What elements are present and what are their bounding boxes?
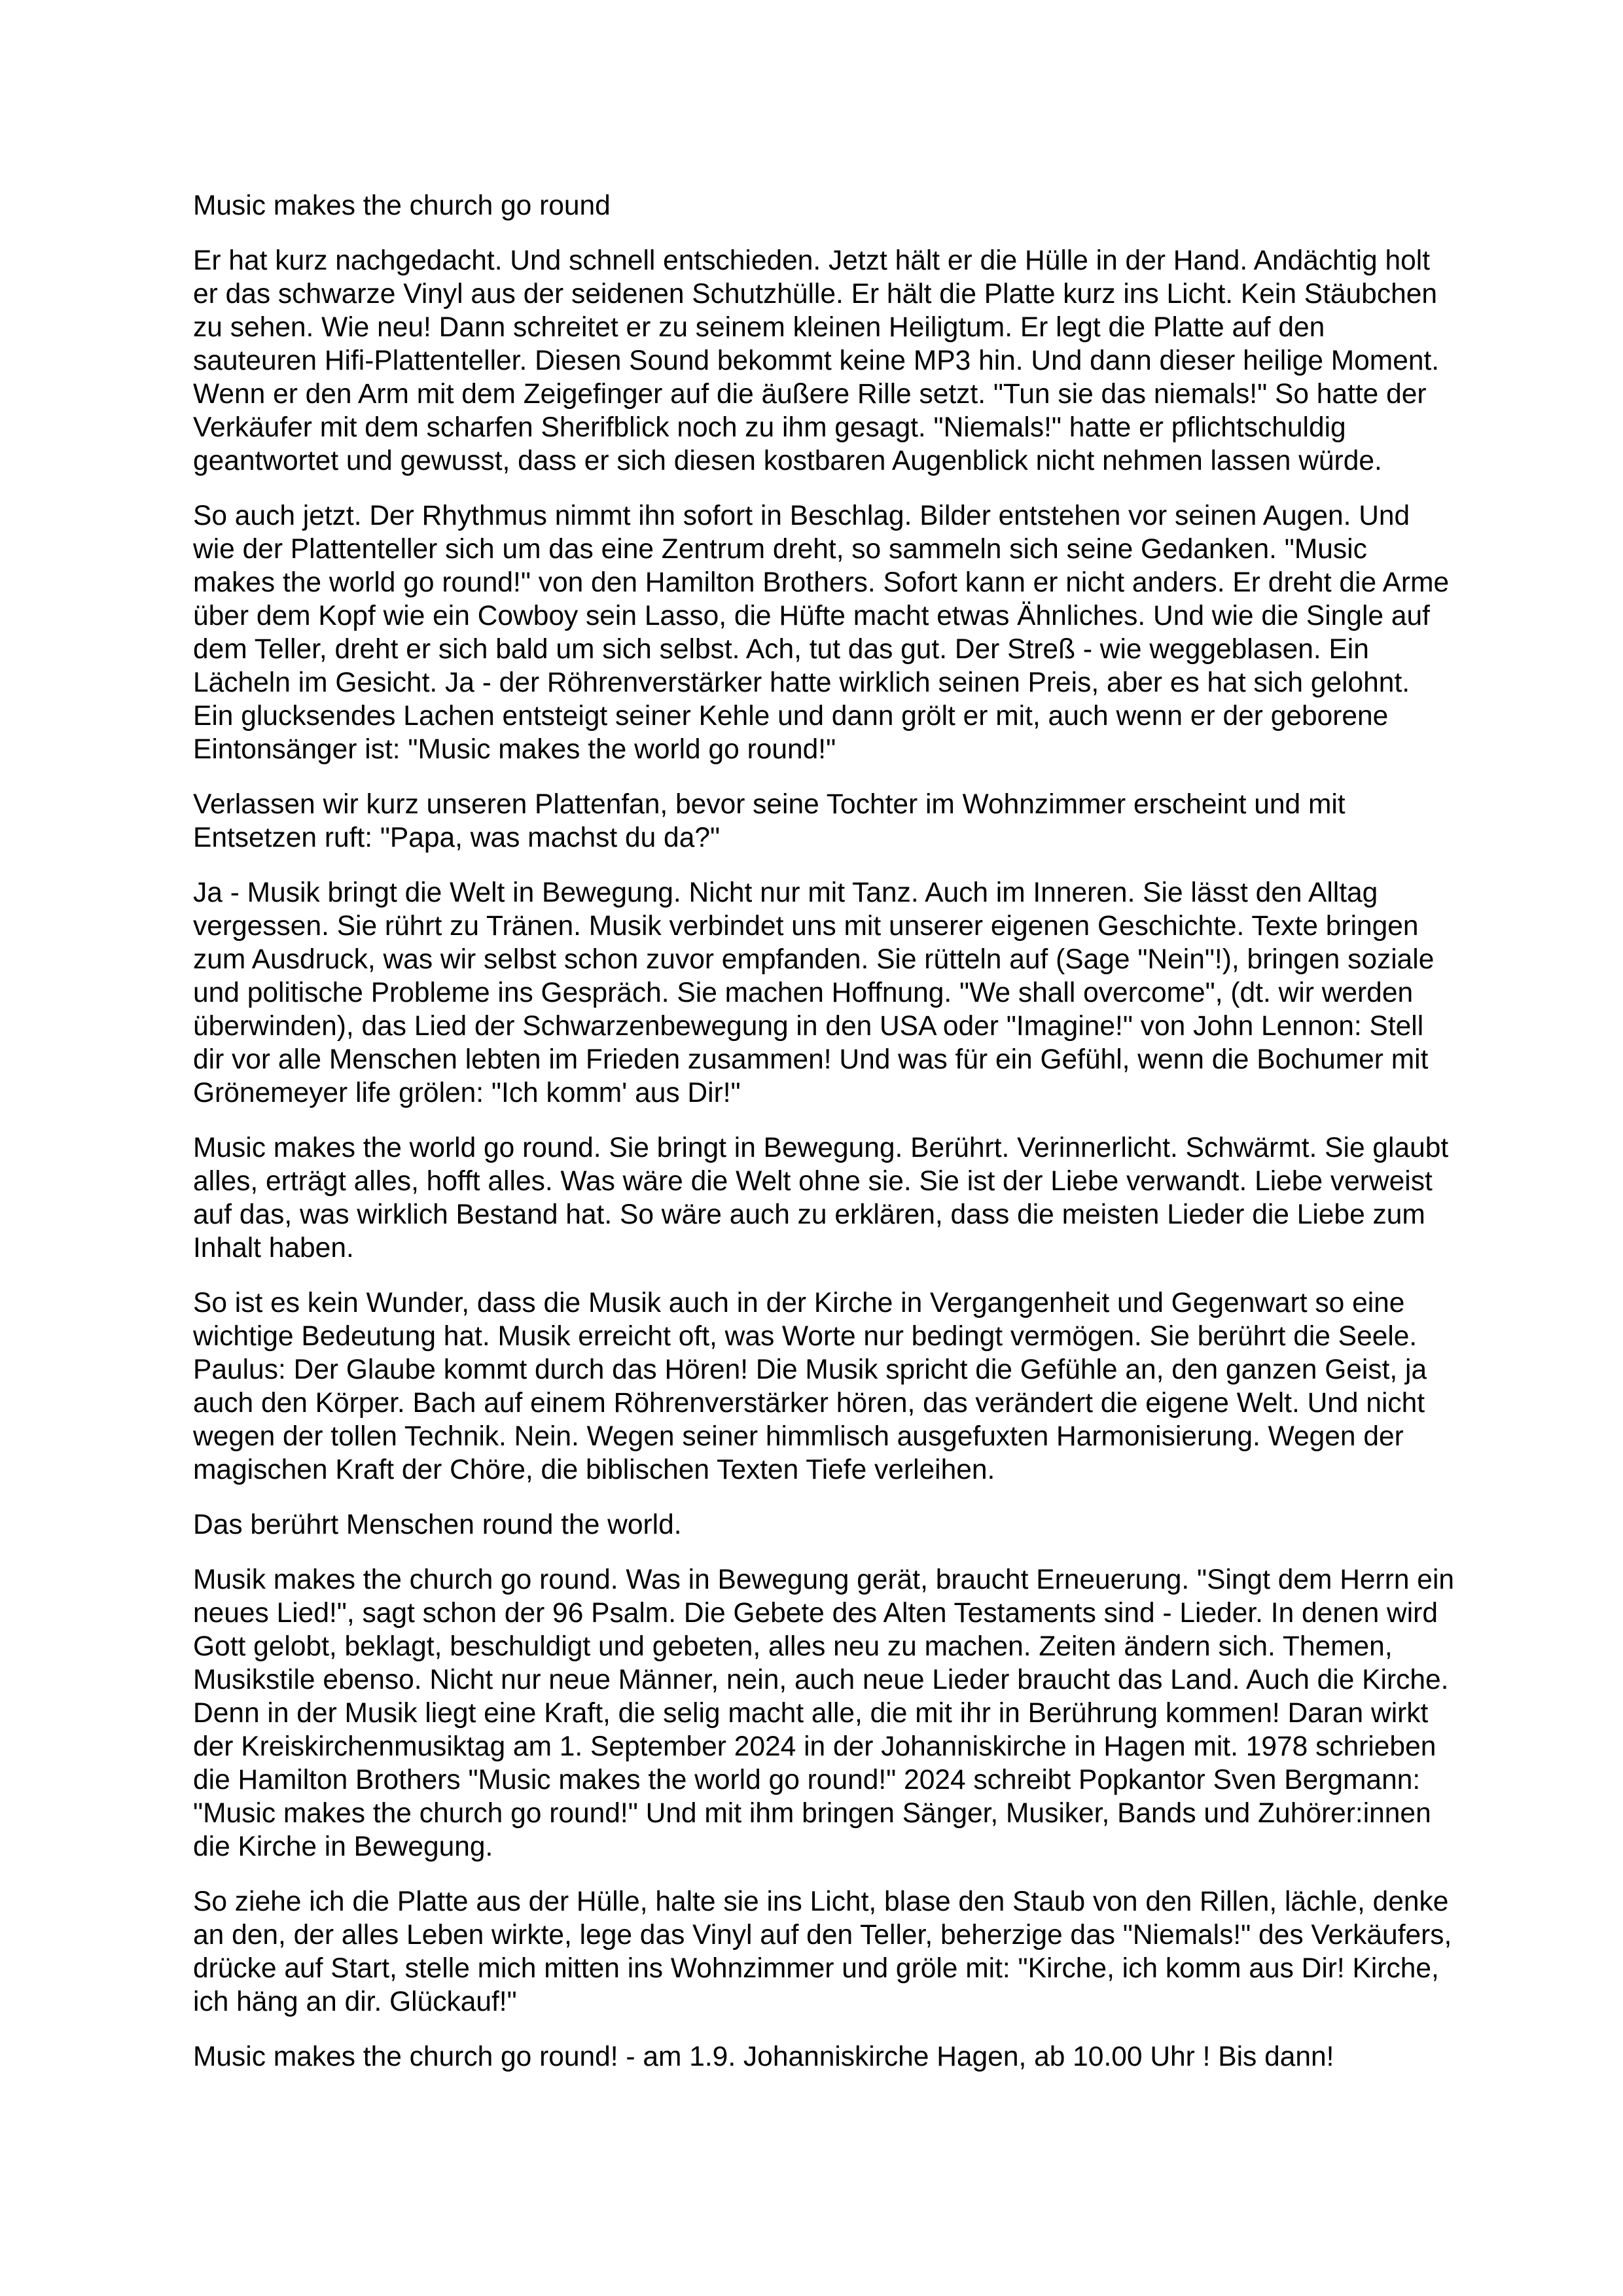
text-line: drücke auf Start, stelle mich mitten ins Wohnzimmer und gröle mit: "Kirche, ich komm aus Dir! Kirche,: [193, 1953, 1439, 1984]
text-line: dir vor alle Menschen lebten im Frieden zusammen! Und was für ein Gefühl, wenn die Bochumer mit: [193, 1044, 1429, 1075]
text-line: makes the world go round!" von den Hamilton Brothers. Sofort kann er nicht anders. Er dreht die Arme: [193, 567, 1450, 598]
text-line: Entsetzen ruft: "Papa, was machst du da?": [193, 822, 721, 853]
paragraph-6: [193, 1286, 1476, 1487]
text-line: So auch jetzt. Der Rhythmus nimmt ihn sofort in Beschlag. Bilder entstehen vor seinen Augen. Und: [193, 501, 1410, 531]
text-line: die Kirche in Bewegung.: [193, 1831, 493, 1862]
text-line: neues Lied!", sagt schon der 96 Psalm. Die Gebete des Alten Testaments sind - Lieder. In denen wird: [193, 1598, 1438, 1629]
text-line: der Kreiskirchenmusiktag am 1. September 2024 in der Johanniskirche in Hagen mit. 1978 schrieben: [193, 1731, 1436, 1762]
paragraph-4: [193, 876, 1476, 1110]
text-line: Er hat kurz nachgedacht. Und schnell entschieden. Jetzt hält er die Hülle in der Hand. Andächtig holt: [193, 245, 1431, 276]
text-line: Paulus: Der Glaube kommt durch das Hören! Die Musik spricht die Gefühle an, den ganzen Geist, ja: [193, 1354, 1427, 1385]
paragraph-7: [193, 1508, 1476, 1542]
text-line: überwinden), das Lied der Schwarzenbewegung in den USA oder "Imagine!" von John Lennon: Stell: [193, 1011, 1424, 1042]
text-line: magischen Kraft der Chöre, die biblischen Texten Tiefe verleihen.: [193, 1455, 995, 1485]
text-line: vergessen. Sie rührt zu Tränen. Musik verbindet uns mit unserer eigenen Geschichte. Texte bringen: [193, 911, 1419, 942]
text-line: auf das, was wirklich Bestand hat. So wäre auch zu erklären, dass die meisten Lieder die Liebe zum: [193, 1199, 1425, 1230]
text-line: Das berührt Menschen round the world.: [193, 1510, 682, 1540]
text-line: über dem Kopf wie ein Cowboy sein Lasso, die Hüfte macht etwas Ähnliches. Und wie die Single auf: [193, 601, 1430, 631]
text-line: Gott gelobt, beklagt, beschuldigt und gebeten, alles neu zu machen. Zeiten ändern sich. Themen,: [193, 1631, 1393, 1662]
text-line: So ziehe ich die Platte aus der Hülle, halte sie ins Licht, blase den Staub von den Rillen, lächle, denke: [193, 1886, 1449, 1917]
text-line: Inhalt haben.: [193, 1233, 354, 1263]
text-line: Music makes the world go round. Sie bringt in Bewegung. Berührt. Verinnerlicht. Schwärmt. Sie glaubt: [193, 1133, 1449, 1163]
text-line: Musikstile ebenso. Nicht nur neue Männer, nein, auch neue Lieder braucht das Land. Auch die Kirche.: [193, 1665, 1449, 1695]
text-line: Musik makes the church go round. Was in Bewegung gerät, braucht Erneuerung. "Singt dem Herrn ein: [193, 1564, 1455, 1595]
paragraph-2: [193, 499, 1476, 766]
text-line: Eintonsänger ist: "Music makes the world go round!": [193, 734, 836, 765]
paragraph-1: [193, 244, 1476, 478]
text-line: "Music makes the church go round!" Und mit ihm bringen Sänger, Musiker, Bands und Zuhörer:innen: [193, 1798, 1431, 1829]
text-line: wichtige Bedeutung hat. Musik erreicht oft, was Worte nur bedingt vermögen. Sie berührt die Seele.: [193, 1321, 1418, 1352]
text-line: zu sehen. Wie neu! Dann schreitet er zu seinem kleinen Heiligtum. Er legt die Platte auf den: [193, 312, 1325, 343]
text-line: Verlassen wir kurz unseren Plattenfan, bevor seine Tochter im Wohnzimmer erscheint und mit: [193, 789, 1346, 820]
text-line: er das schwarze Vinyl aus der seidenen Schutzhülle. Er hält die Platte kurz ins Licht. Kein Stäubchen: [193, 279, 1437, 309]
text-line: Verkäufer mit dem scharfen Sherifblick noch zu ihm gesagt. "Niemals!" hatte er pflichtschuldig: [193, 412, 1346, 443]
text-line: Ja - Musik bringt die Welt in Bewegung. Nicht nur mit Tanz. Auch im Inneren. Sie lässt den Alltag: [193, 877, 1378, 908]
text-line: So ist es kein Wunder, dass die Musik auch in der Kirche in Vergangenheit und Gegenwart so eine: [193, 1288, 1405, 1318]
text-line: Denn in der Musik liegt eine Kraft, die selig macht alle, die mit ihr in Berührung kommen! Daran wirkt: [193, 1698, 1429, 1729]
text-line: die Hamilton Brothers "Music makes the world go round!" 2024 schreibt Popkantor Sven Bergmann:: [193, 1765, 1421, 1795]
text-line: zum Ausdruck, was wir selbst schon zuvor empfanden. Sie rütteln auf (Sage "Nein"!), bringen soziale: [193, 944, 1435, 975]
text-line: dem Teller, dreht er sich bald um sich selbst. Ach, tut das gut. Der Streß - wie weggeblasen. Ein: [193, 634, 1369, 665]
paragraph-10-closing: [193, 2040, 1476, 2074]
document-title: Music makes the church go round: [193, 190, 611, 221]
text-line: Ein glucksendes Lachen entsteigt seiner Kehle und dann grölt er mit, auch wenn er der geborene: [193, 701, 1389, 732]
text-line: an den, der alles Leben wirkte, lege das Vinyl auf den Teller, beherzige das "Niemals!" des Verkäufers,: [193, 1920, 1452, 1951]
text-line: und politische Probleme ins Gespräch. Sie machen Hoffnung. "We shall overcome", (dt. wir werden: [193, 978, 1414, 1008]
text-line: wegen der tollen Technik. Nein. Wegen seiner himmlisch ausgefuxten Harmonisierung. Wegen der: [193, 1421, 1404, 1452]
text-line: sauteuren Hifi-Plattenteller. Diesen Sound bekommt keine MP3 hin. Und dann dieser heilige Moment.: [193, 345, 1440, 376]
text-line: Music makes the church go round! - am 1.9. Johanniskirche Hagen, ab 10.00 Uhr ! Bis dann!: [193, 2041, 1334, 2072]
text-line: ich häng an dir. Glückauf!": [193, 1987, 517, 2017]
text-line: Wenn er den Arm mit dem Zeigefinger auf die äußere Rille setzt. "Tun sie das niemals!" So hatte der: [193, 379, 1427, 410]
document-page: [193, 189, 1476, 2095]
text-line: Grönemeyer life grölen: "Ich komm' aus Dir!": [193, 1078, 741, 1108]
text-line: auch den Körper. Bach auf einem Röhrenverstärker hören, das verändert die eigene Welt. Und nicht: [193, 1388, 1425, 1419]
text-line: alles, erträgt alles, hofft alles. Was wäre die Welt ohne sie. Sie ist der Liebe verwandt. Liebe verweist: [193, 1166, 1433, 1197]
paragraph-5: [193, 1131, 1476, 1265]
paragraph-8: [193, 1563, 1476, 1863]
paragraph-9: [193, 1885, 1476, 2019]
text-line: wie der Plattenteller sich um das eine Zentrum dreht, so sammeln sich seine Gedanken. "Music: [193, 534, 1367, 565]
text-line: Lächeln im Gesicht. Ja - der Röhrenverstärker hatte wirklich seinen Preis, aber es hat sich gelohnt.: [193, 667, 1410, 698]
paragraph-3: [193, 788, 1476, 855]
text-line: geantwortet und gewusst, dass er sich diesen kostbaren Augenblick nicht nehmen lassen würde.: [193, 446, 1382, 476]
